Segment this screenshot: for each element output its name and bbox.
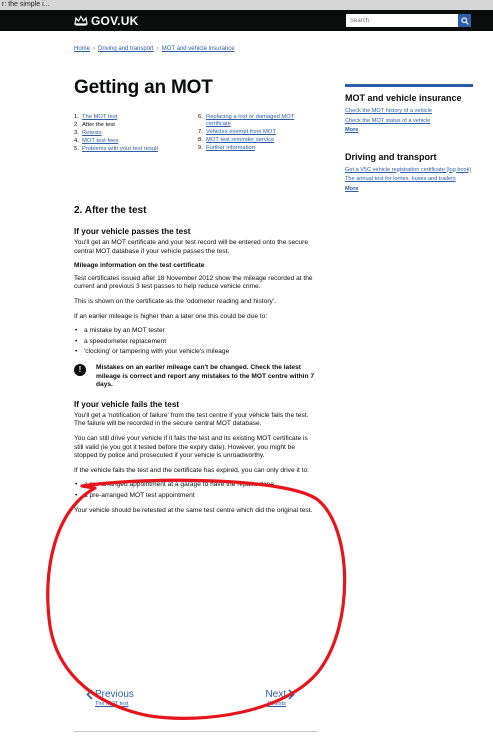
previous-page-link[interactable]	[86, 689, 134, 707]
mileage-text: Test certificates issued after 18 November 2012 show the mileage recorded at the current and previous 3 test passes to help reduce vehicle crime.	[74, 274, 313, 291]
breadcrumb-separator-icon: ›	[156, 46, 159, 52]
contents-item: 6. Replacing a lost or damaged MOT certificate	[198, 114, 316, 128]
list-item: • 'clocking' or tampering with your vehicle's mileage	[74, 348, 317, 357]
sidebar-block-driving	[345, 152, 473, 193]
main-content	[74, 227, 317, 522]
list-item: • a speedometer replacement	[74, 338, 317, 347]
sidebar-more-link[interactable]: More	[345, 185, 359, 192]
logo-text: GOV.UK	[91, 13, 139, 28]
contents-item: 1. The MOT test	[74, 114, 118, 120]
contents-link-reminder[interactable]: MOT test reminder service	[206, 137, 275, 143]
previous-target: The MOT test	[95, 701, 129, 707]
sidebar-link-annual-test[interactable]: The annual test for lorries, buses and trailers	[345, 176, 456, 182]
warning-text: Mistakes on an earlier mileage can't be changed. Check the latest mileage is correct and report any mistakes to the MOT centre within 7 days.	[96, 363, 315, 389]
site-header	[0, 10, 493, 31]
contents-item: 3. Retests	[74, 130, 102, 136]
govuk-logo-link[interactable]	[74, 13, 138, 28]
contents-list-col1	[74, 114, 166, 154]
next-target: Retests	[267, 701, 286, 707]
fail-heading: If your vehicle fails the test	[74, 399, 180, 409]
sidebar-link-mot-status[interactable]: Check the MOT status of a vehicle	[345, 117, 431, 124]
search-form	[346, 14, 471, 27]
previous-label: Previous	[95, 689, 134, 700]
mileage-text: This is shown on the certificate as the 'odometer reading and history'.	[74, 297, 276, 305]
list-item: • a mistake by an MOT tester	[74, 327, 317, 336]
crown-icon	[74, 15, 88, 26]
pass-heading: If your vehicle passes the test	[74, 227, 191, 236]
breadcrumb-home[interactable]: Home	[74, 46, 91, 52]
contents-link-problems[interactable]: Problems with your test result	[82, 146, 159, 152]
pass-text: You'll get an MOT certificate and your test record will be entered onto the secure central MOT database if your vehicle passes the test.	[74, 239, 309, 255]
search-icon	[461, 17, 469, 25]
contents-item: 4. MOT test fees	[74, 138, 119, 144]
fail-text: Your vehicle should be retested at the same test centre which did the original test.	[74, 507, 313, 515]
sidebar-title-mot: MOT and vehicle insurance	[345, 93, 462, 103]
mileage-reasons-list	[74, 327, 317, 357]
breadcrumb-mot-insurance[interactable]: MOT and vehicle insurance	[161, 46, 235, 52]
contents-current-after-test: After the test	[82, 122, 115, 128]
sidebar-title-driving: Driving and transport	[345, 151, 437, 162]
search-input[interactable]	[346, 14, 458, 27]
warning-callout	[74, 364, 317, 390]
fail-text: You'll get a 'notification of failure' from the test centre if your vehicle fails the test. The failure will be recorded in the secure central MOT database.	[74, 411, 309, 428]
contents-item: 9. Further information	[198, 145, 255, 151]
sidebar-link-mot-history[interactable]: Check the MOT history of a vehicle	[345, 108, 432, 114]
fail-text: You can still drive your vehicle if it fails the test and its existing MOT certificate is still valid (ie you got it tested before the expiry date). However, you might be stopped by police and prosecuted if your vehicle is unroadworthy.	[74, 434, 308, 460]
sidebar-link-v5c[interactable]: Get a V5C vehicle registration certificate (log book)	[345, 166, 472, 173]
section-heading: 2. After the test	[74, 205, 147, 216]
chevron-left-icon	[86, 689, 93, 700]
contents-list-col2	[198, 114, 316, 153]
fail-text: If the vehicle fails the test and the certificate has expired, you can only drive it to:	[74, 466, 309, 474]
contents-link-further-info[interactable]: Further information	[206, 145, 255, 151]
list-item: • a pre-arranged appointment at a garage to have the repairs done	[74, 481, 317, 490]
mileage-text: If an earlier mileage is higher than a later one this could be due to:	[74, 312, 268, 320]
contents-link-fees[interactable]: MOT test fees	[82, 138, 119, 144]
pager-divider	[74, 731, 317, 732]
mileage-heading: Mileage information on the test certificate	[74, 262, 205, 270]
sidebar-more-link[interactable]: More	[345, 127, 359, 133]
chevron-right-icon	[288, 689, 295, 700]
contents-item: 2. After the test	[74, 122, 115, 128]
contents-item: 5. Problems with your test result	[74, 146, 159, 152]
breadcrumb	[74, 46, 235, 52]
next-page-link[interactable]	[265, 689, 295, 707]
contents-item: 7. Vehicles exempt from MOT	[198, 129, 276, 135]
contents-link-replacing-certificate[interactable]: Replacing a lost or damaged MOT certificate	[206, 114, 295, 127]
contents-link-mot-test[interactable]: The MOT test	[82, 114, 118, 120]
pagination	[74, 689, 317, 725]
contents-link-exempt[interactable]: Vehicles exempt from MOT	[206, 129, 276, 135]
next-label: Next	[265, 689, 286, 700]
breadcrumb-driving[interactable]: Driving and transport	[98, 46, 154, 52]
contents-item: 8. MOT test reminder service	[198, 137, 275, 143]
warning-icon: !	[74, 364, 86, 376]
sidebar-accent-bar	[345, 84, 473, 87]
page-title: Getting an MOT	[74, 77, 213, 98]
contents-link-retests[interactable]: Retests	[82, 130, 102, 136]
breadcrumb-separator-icon: ›	[93, 46, 96, 52]
browser-tab-title: r: the simple i...	[0, 0, 493, 10]
fail-options-list	[74, 481, 317, 500]
search-button[interactable]	[458, 14, 471, 27]
related-sidebar	[345, 84, 473, 195]
list-item: • a pre-arranged MOT test appointment	[74, 492, 317, 501]
